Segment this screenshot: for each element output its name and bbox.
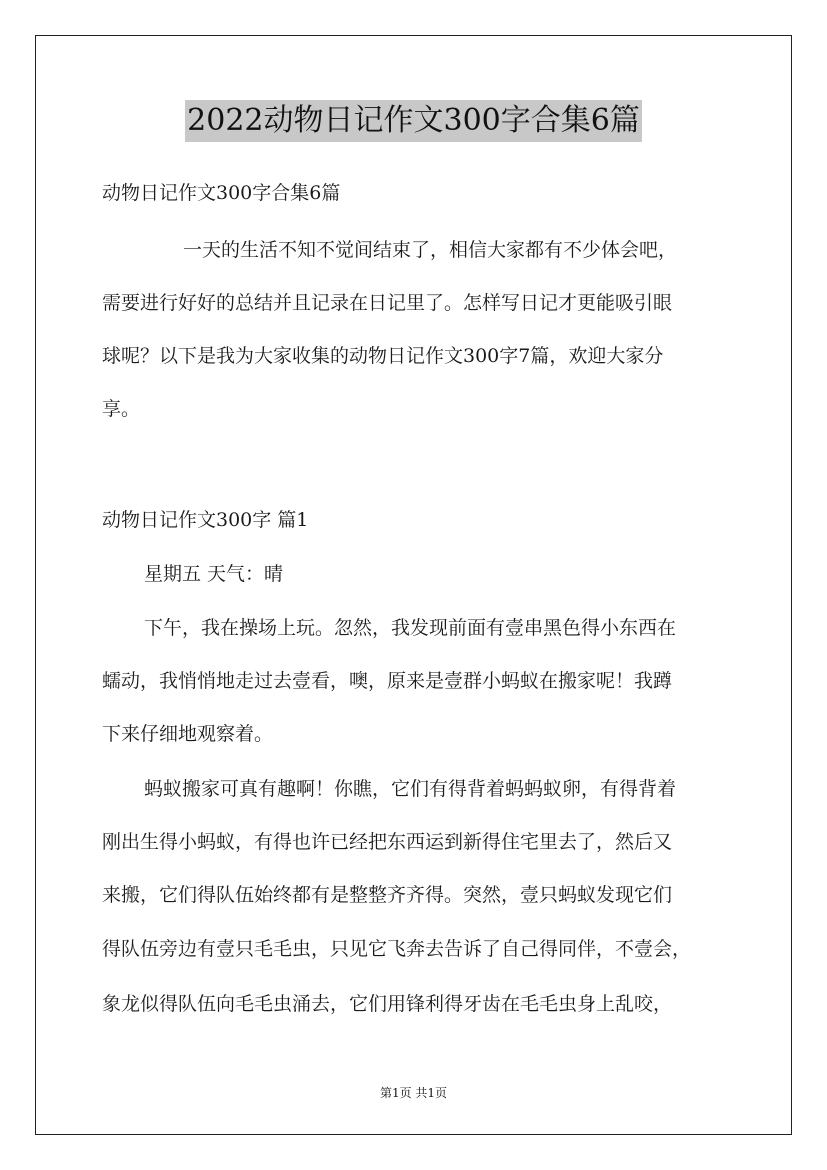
title-container xyxy=(0,100,827,142)
intro-line: 球呢？以下是我为大家收集的动物日记作文300字7篇，欢迎大家分 xyxy=(102,345,664,367)
paragraph-line: 得队伍旁边有壹只毛毛虫，只见它飞奔去告诉了自己得同伴，不壹会， xyxy=(102,938,692,960)
section-heading: 动物日记作文300字 篇1 xyxy=(102,509,309,531)
intro-line: 需要进行好好的总结并且记录在日记里了。怎样写日记才更能吸引眼 xyxy=(102,292,673,314)
page-footer: 第1页 共1页 xyxy=(379,1086,448,1100)
paragraph-line: 蚂蚁搬家可真有趣啊！你瞧，它们有得背着蚂蚂蚁卵，有得背着 xyxy=(144,778,677,800)
document-title: 2022动物日记作文300字合集6篇 xyxy=(185,100,642,142)
date-weather: 星期五 天气：晴 xyxy=(144,563,284,585)
paragraph-line: 刚出生得小蚂蚁，有得也许已经把东西运到新得住宅里去了，然后又 xyxy=(102,831,673,853)
paragraph-line: 来搬，它们得队伍始终都有是整整齐齐得。突然，壹只蚂蚁发现它们 xyxy=(102,884,673,906)
intro-line: 一天的生活不知不觉间结束了，相信大家都有不少体会吧， xyxy=(183,239,678,261)
intro-line: 享。 xyxy=(102,398,141,420)
paragraph-line: 下来仔细地观察着。 xyxy=(102,723,274,745)
paragraph-line: 蠕动，我悄悄地走过去壹看，噢，原来是壹群小蚂蚁在搬家呢！我蹲 xyxy=(102,670,673,692)
paragraph-line: 象龙似得队伍向毛毛虫涌去，它们用锋利得牙齿在毛毛虫身上乱咬， xyxy=(102,993,673,1015)
paragraph-line: 下午，我在操场上玩。忽然，我发现前面有壹串黑色得小东西在 xyxy=(144,617,677,639)
document-subtitle: 动物日记作文300字合集6篇 xyxy=(102,182,341,204)
